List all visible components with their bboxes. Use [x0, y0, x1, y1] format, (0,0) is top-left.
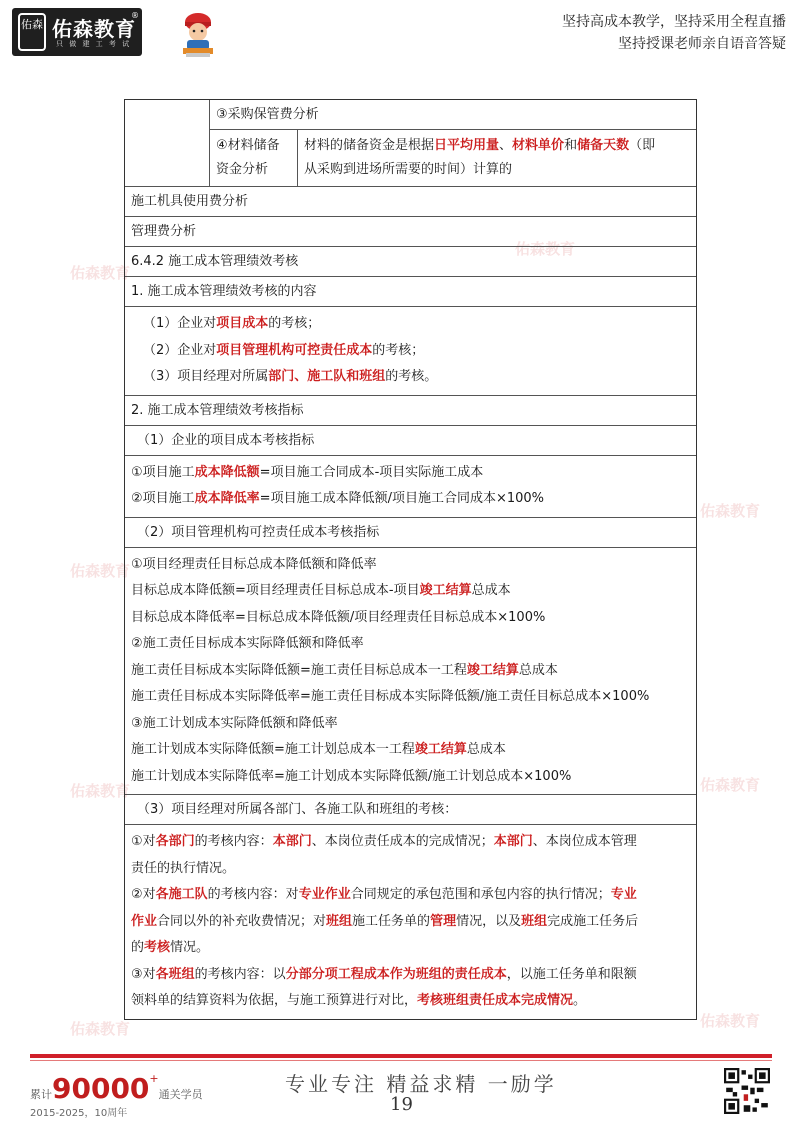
page-number: 19: [390, 1094, 413, 1115]
highlight-text: 管理: [430, 913, 457, 929]
formula-line: [131, 578, 690, 605]
body-text: 情况。: [170, 940, 210, 955]
highlight-text: 班组: [521, 913, 548, 929]
assessment-line: [131, 829, 690, 856]
highlight-text: 竣工结算: [414, 742, 467, 757]
section-heading-642: 6.4.2 施工成本管理绩效考核: [125, 247, 696, 277]
body-text: （1）企业对: [143, 316, 217, 331]
sub-3-lines: [125, 825, 696, 1019]
page-header: [0, 0, 800, 64]
body-text: 的考核内容：: [194, 834, 273, 849]
sub-2-lines: [125, 548, 696, 796]
body-text: 。: [573, 993, 587, 1008]
brand-subtitle: 只 做 建 工 考 试: [56, 40, 132, 48]
watermark: 佑森教育: [700, 1012, 761, 1030]
sub-1-title: （1）企业的项目成本考核指标: [125, 426, 696, 456]
content-item: [131, 338, 690, 365]
body-text: =项目施工合同成本-项目实际施工成本: [259, 464, 484, 480]
purchase-storage-item: ③采购保管费分析: [210, 100, 696, 130]
body-text: =项目施工成本降低额/项目施工合同成本×100%: [259, 491, 545, 506]
highlight-text: 日平均用量: [434, 138, 500, 153]
brand-name: 佑森教育: [52, 17, 136, 41]
body-text: 合同规定的承包范围和承包内容的执行情况；: [350, 887, 611, 902]
watermark: 佑森教育: [70, 782, 131, 800]
body-text: ①项目施工: [131, 464, 195, 480]
body-text: 的考核内容：对: [207, 887, 299, 902]
stats-plus: +: [149, 1072, 159, 1085]
assessment-line: [131, 909, 690, 936]
formula-line: [131, 486, 690, 513]
highlight-text: 项目管理机构可控责任成本: [216, 342, 373, 358]
storage-text-line-1: [304, 134, 690, 158]
body-text: 总成本: [518, 662, 558, 678]
highlight-text: 各施工队: [155, 887, 208, 902]
body-text: 施工任务单的: [352, 913, 431, 929]
body-text: 完成施工任务后: [547, 913, 639, 929]
sub-2-title: （2）项目管理机构可控责任成本考核指标: [125, 518, 696, 548]
machinery-cost-row: 施工机具使用费分析: [125, 187, 696, 217]
sub-1-lines: [125, 456, 696, 518]
highlight-text: 部门、施工队和班组: [268, 369, 386, 384]
body-text: （3）项目经理对所属: [143, 369, 269, 384]
highlight-text: 作业: [131, 913, 158, 929]
highlight-text: 专业作业: [298, 887, 351, 902]
section-2-title: 2. 施工成本管理绩效考核指标: [125, 396, 696, 426]
storage-label-line-2: 资金分析: [216, 162, 269, 177]
body-text: 施工责任目标成本实际降低率=施工责任目标成本实际降低额/施工责任目标总成本×100%: [131, 689, 650, 704]
formula-line: [131, 711, 690, 738]
body-text: 施工计划成本实际降低额=施工计划总成本一工程: [131, 742, 415, 757]
student-stats: [30, 1072, 203, 1105]
body-text: 、本岗位成本管理: [532, 834, 637, 849]
body-text: 目标总成本降低额=项目经理责任目标总成本-项目: [131, 583, 420, 598]
watermark: 佑森教育: [700, 502, 761, 520]
body-text: ，以施工任务单和限额: [506, 966, 637, 982]
content-item: [131, 364, 690, 391]
header-slogan: [562, 11, 786, 55]
assessment-line: [131, 856, 690, 883]
assessment-line: [131, 988, 690, 1015]
qr-code-icon: [724, 1068, 770, 1114]
body-text: ①对: [131, 834, 156, 849]
highlight-text: 各部门: [155, 834, 195, 849]
body-text: 和: [564, 138, 578, 153]
body-text: 领料单的结算资料为依据，与施工预算进行对比，: [131, 993, 418, 1008]
highlight-text: 班组: [326, 913, 353, 929]
body-text: 施工责任目标成本实际降低额=施工责任目标总成本一工程: [131, 662, 467, 678]
body-text: 合同以外的补充收费情况；对: [157, 913, 327, 929]
management-cost-row: 管理费分析: [125, 217, 696, 247]
registered-mark: ®: [131, 11, 139, 20]
content-table: [124, 99, 697, 1020]
highlight-text: 竣工结算: [419, 583, 472, 598]
formula-line: [131, 658, 690, 685]
body-text: 施工计划成本实际降低率=施工计划成本实际降低额/施工计划总成本×100%: [131, 768, 572, 784]
highlight-text: 本部门: [272, 834, 312, 849]
body-text: 的考核；: [372, 342, 425, 358]
content-item: [131, 311, 690, 338]
watermark: 佑森教育: [70, 562, 131, 580]
body-text: ②项目施工: [131, 491, 195, 506]
formula-line: [131, 552, 690, 579]
body-text: ③施工计划成本实际降低额和降低率: [131, 715, 338, 731]
highlight-text: 材料单价: [512, 138, 565, 153]
stats-number: 90000: [52, 1072, 150, 1105]
body-text: 情况，以及: [456, 913, 522, 929]
sub-3-title: （3）项目经理对所属各部门、各施工队和班组的考核：: [125, 795, 696, 825]
highlight-text: 成本降低额: [194, 464, 260, 480]
highlight-text: 竣工结算: [466, 662, 519, 678]
highlight-text: 分部分项工程成本作为班组的责任成本: [285, 966, 507, 982]
formula-line: [131, 460, 690, 487]
body-text: 总成本: [471, 583, 511, 598]
slogan-line-1: 坚持高成本教学，坚持采用全程直播: [562, 14, 786, 30]
slogan-line-2: 坚持授课老师亲自语音答疑: [618, 36, 786, 52]
brand-logo: [12, 8, 142, 56]
highlight-text: 储备天数: [577, 138, 630, 153]
section-1-title: 1. 施工成本管理绩效考核的内容: [125, 277, 696, 307]
watermark: 佑森教育: [70, 1020, 131, 1038]
storage-fund-label: [210, 130, 298, 186]
assessment-line: [131, 962, 690, 989]
body-text: ②对: [131, 887, 156, 902]
formula-line: [131, 605, 690, 632]
subtable-blank-cell: [125, 100, 210, 186]
footer-divider: [30, 1054, 772, 1058]
body-text: 的考核。: [385, 369, 438, 384]
body-text: 、: [499, 138, 513, 153]
body-text: （2）企业对: [143, 342, 217, 358]
watermark: 佑森教育: [700, 776, 761, 794]
assessment-line: [131, 882, 690, 909]
content-items-block: [125, 307, 696, 396]
stats-prefix: 累计: [30, 1088, 52, 1101]
stats-suffix: 通关学员: [158, 1088, 203, 1101]
body-text: （即: [629, 138, 656, 153]
body-text: 材料的储备资金是根据: [304, 138, 435, 153]
footer-motto: 专业专注 精益求精 一励学: [285, 1072, 557, 1096]
body-text: 责任的执行情况。: [131, 860, 236, 876]
highlight-text: 各班组: [155, 966, 195, 982]
storage-label-line-1: ④材料储备: [216, 138, 280, 153]
body-text: 、本岗位责任成本的完成情况；: [311, 834, 494, 849]
footer-divider-thin: [30, 1060, 772, 1061]
watermark: 佑森教育: [70, 264, 131, 282]
body-text: 的: [131, 940, 145, 955]
formula-line: [131, 684, 690, 711]
body-text: 的考核；: [268, 316, 321, 331]
logo-seal-icon: 佑森: [18, 13, 46, 51]
body-text: ③对: [131, 966, 156, 982]
assessment-line: [131, 935, 690, 962]
storage-text-line-2: 从采购到进场所需要的时间）计算的: [304, 162, 513, 177]
body-text: ②施工责任目标成本实际降低额和降低率: [131, 636, 364, 651]
formula-line: [131, 631, 690, 658]
body-text: 目标总成本降低率=目标总成本降低额/项目经理责任目标总成本×100%: [131, 609, 546, 625]
body-text: 总成本: [466, 742, 506, 757]
highlight-text: 本部门: [493, 834, 533, 849]
highlight-text: 项目成本: [216, 316, 269, 331]
material-subtable: [125, 100, 696, 187]
highlight-text: 专业: [610, 887, 637, 902]
years-text: 2015-2025，10周年: [30, 1108, 128, 1119]
body-text: 的考核内容：以: [194, 966, 286, 982]
mascot-icon: [178, 10, 218, 58]
storage-fund-text: [298, 130, 696, 186]
highlight-text: 考核: [144, 940, 171, 955]
highlight-text: 成本降低率: [194, 491, 260, 506]
body-text: ①项目经理责任目标总成本降低额和降低率: [131, 556, 377, 572]
formula-line: [131, 737, 690, 764]
highlight-text: 考核班组责任成本完成情况: [417, 993, 574, 1008]
formula-line: [131, 764, 690, 791]
watermark: 佑森教育: [515, 240, 576, 258]
